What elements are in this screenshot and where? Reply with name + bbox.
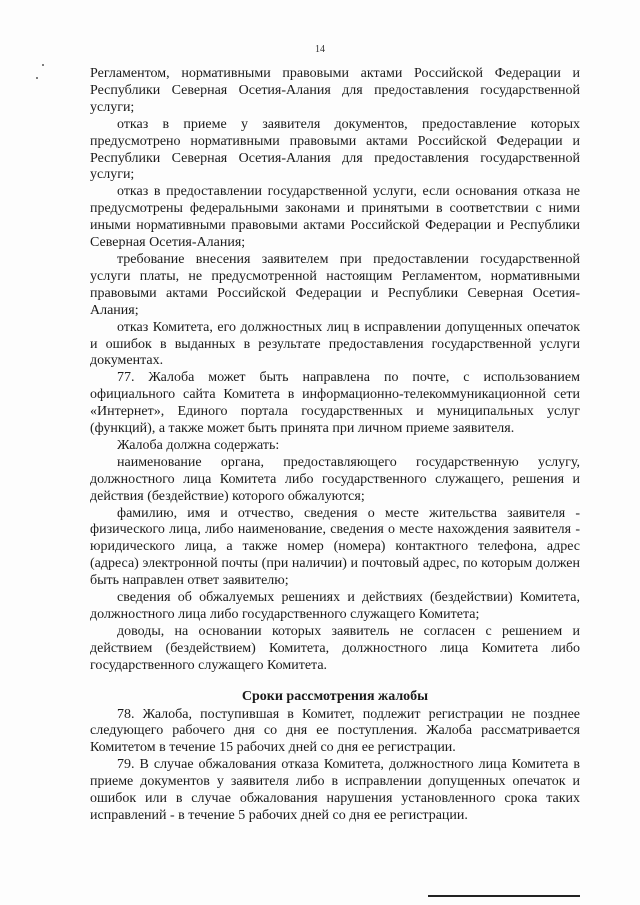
paragraph: отказ Комитета, его должностных лиц в исправлении допущенных опечаток и ошибок в выданных в результате предоставления государственной услуги документах. (90, 319, 580, 369)
paragraph: требование внесения заявителем при предоставлении государственной услуги платы, не предусмотренной настоящим Регламентом, нормативными правовыми актами Российской Федерации и Республики Северная Осетия-Алания; (90, 251, 580, 318)
paragraph: отказ в приеме у заявителя документов, предоставление которых предусмотрено нормативными правовыми актами Российской Федерации и Республики Северная Осетия-Алания для предоставления государственной услуги; (90, 116, 580, 183)
paragraph: Регламентом, нормативными правовыми актами Российской Федерации и Республики Северная Осетия-Алания для предоставления государственной услуги; (90, 66, 580, 115)
section-heading: Сроки рассмотрения жалобы (241, 688, 429, 704)
paragraph: доводы, на основании которых заявитель не согласен с решением и действием (бездействием) Комитета, должностного лица Комитета либо государственного служащего Комитета. (90, 623, 580, 673)
document-body (90, 66, 580, 825)
paragraph: Жалоба должна содержать: (117, 437, 280, 453)
scan-speck (42, 64, 44, 66)
bottom-rule (428, 895, 580, 897)
page-number: 14 (315, 44, 325, 55)
paragraph: отказ в предоставлении государственной услуги, если основания отказа не предусмотрены федеральными законами и принятыми в соответствии с ними иными нормативными правовыми актами Российской Федерации и Республики Северная Осетия-Алания; (90, 184, 580, 251)
paragraph: наименование органа, предоставляющего государственную услугу, должностного лица Комитета либо государственного служащего, решения и действия (бездействие) которого обжалуются; (90, 454, 580, 504)
paragraph: сведения об обжалуемых решениях и действиях (бездействии) Комитета, должностного лица либо государственного служащего Комитета; (90, 590, 580, 622)
paragraph: фамилию, имя и отчество, сведения о месте жительства заявителя - физического лица, либо наименование, сведения о месте нахождения заявителя - юридического лица, а также номер (номера) контактного телефона, адрес (адреса) электронной почты (при наличии) и почтовый адрес, по которым должен быть направлен ответ заявителю; (90, 505, 580, 589)
paragraph: 77. Жалоба может быть направлена по почте, с использованием официального сайта Комитета в информационно-телекоммуникационной сети «Интернет», Единого портала государственных и муниципальных услуг (функций), а также может быть принята при личном приеме заявителя. (90, 370, 580, 437)
paragraph: 78. Жалоба, поступившая в Комитет, подлежит регистрации не позднее следующего рабочего дня со дня ее поступления. Жалоба рассматривается Комитетом в течение 15 рабочих дней со дня ее регистрации. (90, 706, 580, 756)
paragraph: 79. В случае обжалования отказа Комитета, должностного лица Комитета в приеме документов у заявителя либо в исправлении допущенных опечаток и ошибок или в случае обжалования нарушения установленного срока таких исправлений - в течение 5 рабочих дней со дня ее регистрации. (90, 757, 580, 823)
scan-speck (36, 77, 38, 79)
